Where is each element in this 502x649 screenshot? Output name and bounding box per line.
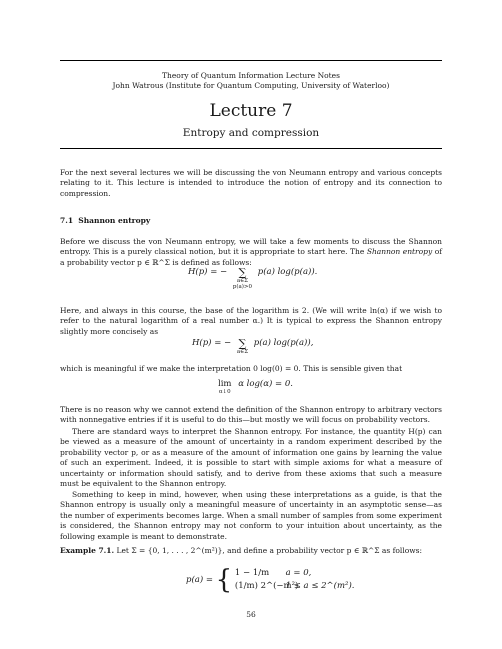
case1-value: 1 − 1/m [234, 568, 270, 578]
p1-emphasis: Shannon entropy [366, 247, 433, 257]
lecture-subtitle: Entropy and compression [182, 127, 320, 139]
piecewise-cases [235, 567, 355, 593]
equation-2 [192, 338, 313, 355]
equation-3 [218, 379, 293, 395]
left-brace-icon: { [215, 565, 233, 595]
eq2-lhs: H(p) = − [192, 338, 232, 348]
eq2-sum [237, 338, 248, 355]
eq1-lhs: H(p) = − [188, 267, 228, 277]
p1-text-end: of a probability vector p ∈ ℝ^Σ is defined as follows: [60, 247, 442, 267]
eq1-sub2: p(a)>0 [232, 284, 253, 290]
sum-icon: ∑ [238, 337, 247, 350]
p1-text-start: Before we discuss the von Neumann entropy, we will take a few moments to discuss the Shannon entropy. This is a purely classical notion, but it is appropriate to start here. The [60, 237, 442, 257]
eq2-rhs: p(a) log(p(a)), [253, 338, 314, 348]
eq3-rhs: α log(α) = 0. [238, 379, 293, 389]
piecewise-definition [186, 567, 354, 593]
section-heading [60, 216, 442, 226]
paragraph-6: Something to keep in mind, however, when using these interpretations as a guide, is that the Shannon entropy is usually only a meaningful measure of uncertainty in an asymptotic sense—as the number of experiments becomes large. When a small number of samples from some experiment is considered, the Shannon entropy may not conform to your intuition about uncertainty, as the following example is meant to demonstrate. [60, 490, 442, 541]
piecewise-lhs: p(a) = [186, 575, 213, 585]
paragraph-5: There are standard ways to interpret the Shannon entropy. For instance, the quantity H(p) can be viewed as a measure of the amount of uncertainty in a random experiment described by the probability vector p, or as a measure of the amount of information one gains by learning the value of such an experiment. Indeed, it is possible to start with simple axioms for what a measure of uncertainty or information should satisfy, and to derive from these axioms that such a measure must be equivalent to the Shannon entropy. [60, 427, 442, 489]
paragraph-1 [60, 237, 442, 268]
equation-1 [188, 267, 317, 290]
example-7-1 [60, 546, 442, 556]
example-label: Example 7.1. [60, 546, 115, 555]
example-text: Let Σ = {0, 1, . . . , 2^(m²)}, and define a probability vector p ∈ ℝ^Σ as follows: [116, 546, 423, 555]
eq3-limit [218, 379, 232, 395]
case2-condition: 1 ≤ a ≤ 2^(m²). [285, 581, 355, 591]
eq3-lim: lim [218, 379, 232, 389]
paragraph-4: There is no reason why we cannot extend the definition of the Shannon entropy to arbitrary vectors with nonnegative entries if it is useful to do this—but mostly we will focus on probability vectors. [60, 405, 442, 425]
eq2-sub: a∈Σ [236, 349, 249, 355]
section-number: 7.1 [60, 216, 74, 225]
section-title: Shannon entropy [78, 216, 151, 225]
header-rule [60, 148, 442, 149]
eq1-sub1: a∈Σ [236, 278, 249, 284]
case1-condition: a = 0, [285, 568, 312, 578]
author-line: John Watrous (Institute for Quantum Computing, University of Waterloo) [112, 81, 390, 90]
lecture-title: Lecture 7 [209, 101, 293, 121]
sum-icon: ∑ [238, 266, 247, 279]
case2-value: (1/m) 2^(−m²) [234, 581, 299, 591]
intro-paragraph: For the next several lectures we will be discussing the von Neumann entropy and various concepts relating to it. This lecture is intended to introduce the notion of entropy and its connection to compression. [60, 168, 442, 198]
paragraph-3: which is meaningful if we make the interpretation 0 log(0) = 0. This is sensible given that [60, 364, 403, 373]
case-1 [235, 567, 355, 580]
eq3-sub: α↓0 [218, 389, 231, 395]
series-title: Theory of Quantum Information Lecture Notes [162, 71, 340, 80]
case-2 [235, 580, 355, 593]
eq1-sum [233, 267, 252, 290]
eq1-rhs: p(a) log(p(a)). [257, 267, 318, 277]
page-number: 56 [246, 610, 256, 619]
top-rule [60, 60, 442, 61]
paragraph-2: Here, and always in this course, the base of the logarithm is 2. (We will write ln(α) if we wish to refer to the natural logarithm of a real number α.) It is typical to express the Shannon entropy slightly more concisely as [60, 306, 442, 336]
